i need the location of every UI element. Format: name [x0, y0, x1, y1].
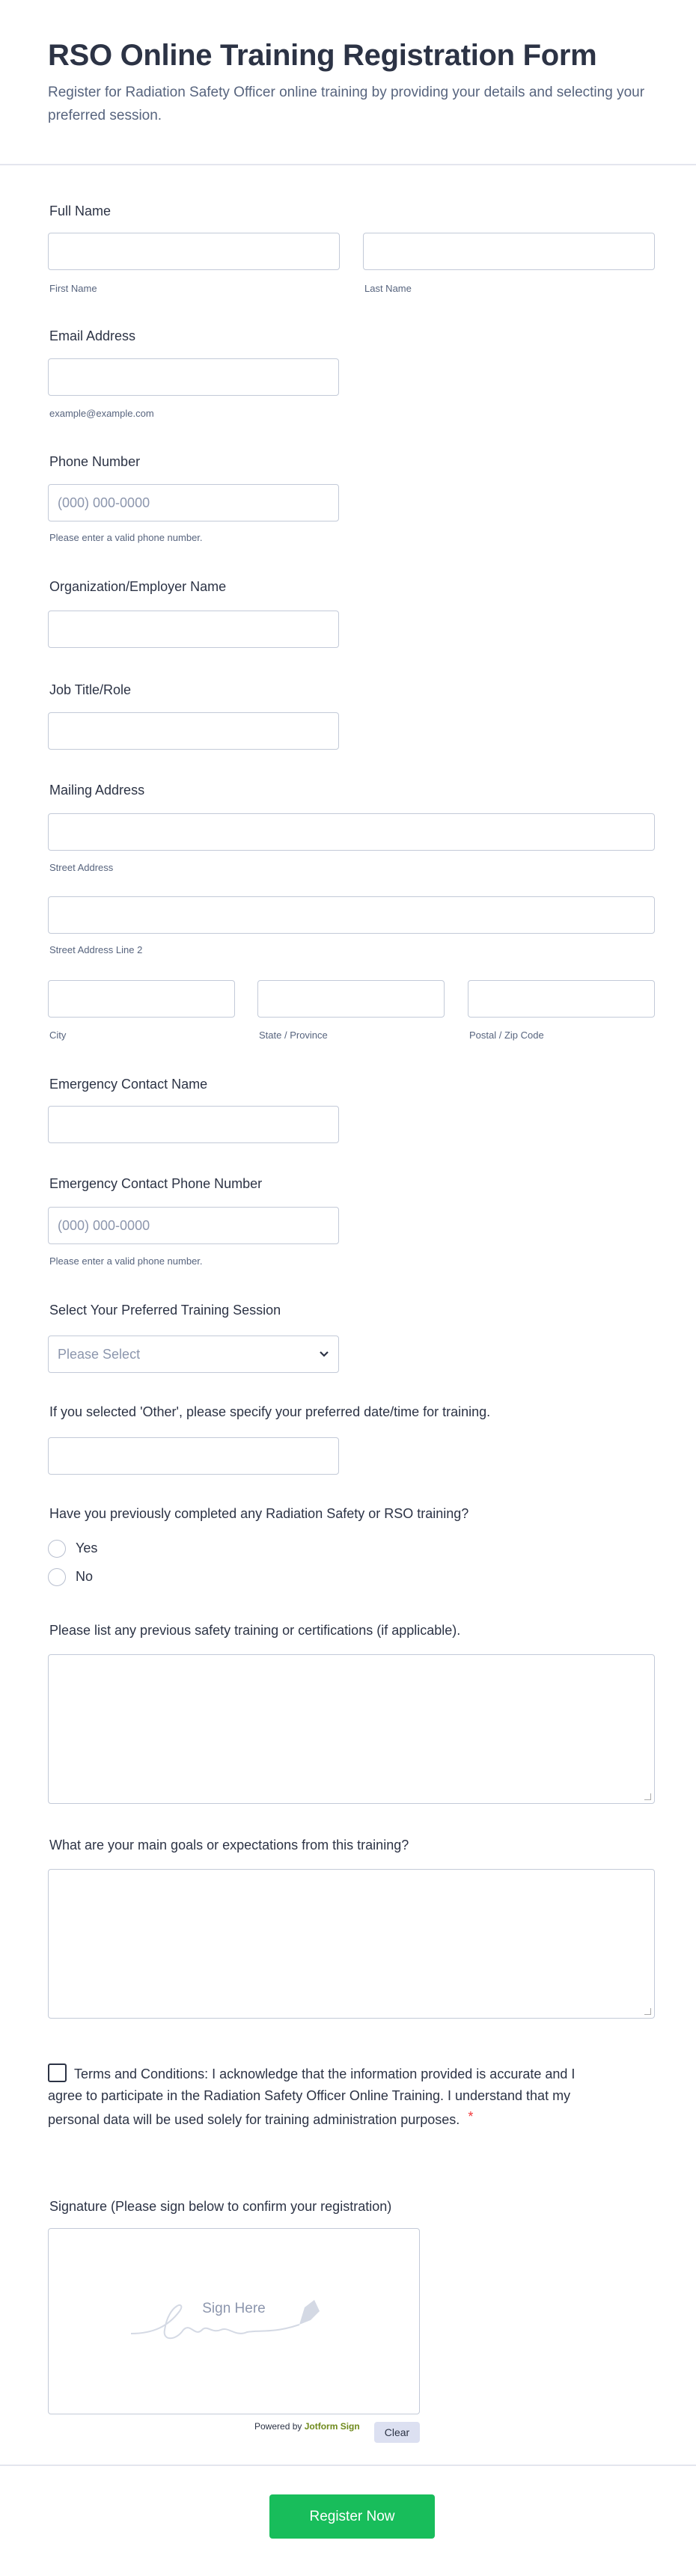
powered-by — [254, 2421, 360, 2432]
phone-placeholder: (000) 000-0000 — [58, 495, 150, 510]
street-address-input[interactable] — [48, 813, 655, 851]
mailing-address-label: Mailing Address — [49, 783, 145, 798]
footer-divider — [0, 2465, 696, 2466]
job-title-label: Job Title/Role — [49, 682, 132, 697]
phone-label: Phone Number — [49, 454, 141, 469]
emergency-phone-input[interactable] — [48, 1207, 339, 1244]
job-title-input[interactable] — [48, 712, 339, 750]
powered-by-text: Powered by — [254, 2421, 302, 2432]
state-input[interactable] — [257, 980, 445, 1018]
clear-signature-button[interactable]: Clear — [374, 2422, 420, 2443]
emergency-phone-placeholder: (000) 000-0000 — [58, 1217, 150, 1233]
last-name-input[interactable] — [363, 233, 655, 270]
full-name-label: Full Name — [49, 204, 112, 218]
register-now-button[interactable]: Register Now — [269, 2494, 435, 2539]
session-select[interactable] — [48, 1336, 339, 1373]
terms-text: Terms and Conditions: I acknowledge that the information provided is accurate and I agree to participate in the Radiation Safety Officer Online Training. I understand that my personal data will be used solely for training administration purposes. — [48, 2066, 576, 2127]
radio-no-label: No — [76, 1569, 94, 1584]
radio-yes-label: Yes — [76, 1541, 98, 1555]
terms-checkbox[interactable] — [48, 2063, 67, 2082]
goals-label: What are your main goals or expectations from this training? — [49, 1838, 409, 1853]
emergency-phone-label: Emergency Contact Phone Number — [49, 1176, 263, 1191]
first-name-input[interactable] — [48, 233, 340, 270]
street-address-2-input[interactable] — [48, 896, 655, 934]
phone-input[interactable] — [48, 484, 339, 521]
chevron-down-icon — [319, 1350, 329, 1358]
first-name-sublabel: First Name — [49, 283, 97, 294]
session-selected-value: Please Select — [58, 1346, 141, 1362]
state-sublabel: State / Province — [259, 1030, 328, 1041]
signature-label: Signature (Please sign below to confirm your registration) — [49, 2199, 392, 2214]
city-sublabel: City — [49, 1030, 67, 1041]
sign-here-placeholder: Sign Here — [202, 2301, 266, 2316]
previous-training-label: Have you previously completed any Radiation Safety or RSO training? — [49, 1506, 469, 1521]
organization-label: Organization/Employer Name — [49, 579, 227, 594]
emergency-name-label: Emergency Contact Name — [49, 1077, 208, 1092]
other-input[interactable] — [48, 1437, 339, 1475]
signature-pad[interactable] — [48, 2228, 420, 2414]
terms-field — [48, 2063, 587, 2131]
email-sublabel: example@example.com — [49, 408, 154, 419]
radio-no[interactable] — [48, 1568, 66, 1586]
emergency-name-input[interactable] — [48, 1106, 339, 1143]
goals-textarea[interactable] — [48, 1869, 655, 2019]
emergency-phone-sublabel: Please enter a valid phone number. — [49, 1255, 203, 1267]
phone-sublabel: Please enter a valid phone number. — [49, 532, 203, 543]
zip-sublabel: Postal / Zip Code — [469, 1030, 544, 1041]
city-input[interactable] — [48, 980, 235, 1018]
zip-input[interactable] — [468, 980, 655, 1018]
last-name-sublabel: Last Name — [364, 283, 412, 294]
jotform-sign-brand: Jotform Sign — [304, 2421, 360, 2432]
street-address-sublabel: Street Address — [49, 862, 114, 873]
form-description: Register for Radiation Safety Officer online training by providing your details and selecting your preferred session. — [48, 85, 645, 123]
radio-yes[interactable] — [48, 1540, 66, 1558]
organization-input[interactable] — [48, 611, 339, 648]
certifications-label: Please list any previous safety training or certifications (if applicable). — [49, 1623, 461, 1638]
street-address-2-sublabel: Street Address Line 2 — [49, 944, 143, 955]
email-label: Email Address — [49, 328, 136, 343]
session-label: Select Your Preferred Training Session — [49, 1303, 281, 1318]
certifications-textarea[interactable] — [48, 1654, 655, 1804]
required-asterisk: * — [468, 2109, 474, 2124]
form-title: RSO Online Training Registration Form — [48, 39, 597, 72]
header-divider — [0, 164, 696, 165]
other-label: If you selected 'Other', please specify your preferred date/time for training. — [49, 1404, 491, 1419]
email-input[interactable] — [48, 358, 339, 396]
